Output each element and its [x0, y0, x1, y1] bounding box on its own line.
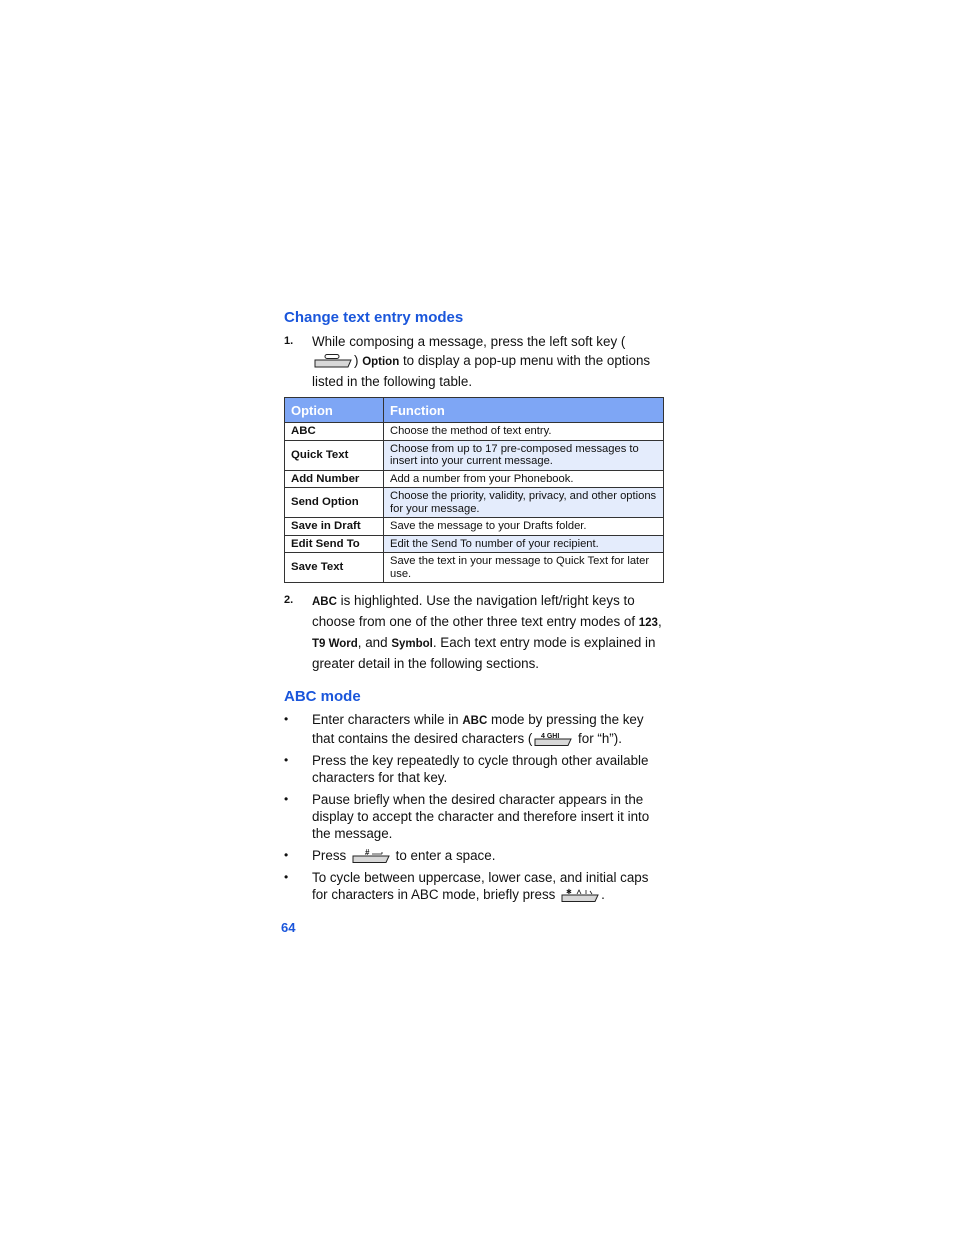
column-header-option: Option	[285, 398, 384, 423]
bullet-text: mode by pressing the key that contains the desired characters (	[312, 712, 644, 746]
mode-123-label: 123	[638, 617, 658, 629]
bullet-text: Enter characters while in	[312, 712, 463, 727]
step-text: . Each text entry mode is explained in greater detail in the following sections.	[312, 635, 656, 671]
abc-mode-bullet-list	[284, 711, 664, 903]
function-cell: Add a number from your Phonebook.	[384, 470, 664, 488]
option-cell: Send Option	[285, 488, 384, 518]
mode-symbol-label: Symbol	[391, 638, 433, 650]
step-2	[284, 591, 664, 673]
left-soft-key-icon	[314, 354, 352, 368]
option-label: Option	[362, 356, 400, 368]
option-cell: Add Number	[285, 470, 384, 488]
table-row	[285, 440, 664, 470]
function-cell: Edit the Send To number of your recipient.	[384, 535, 664, 553]
option-cell: Save Text	[285, 553, 384, 583]
hash-key-icon	[352, 849, 390, 863]
table-row	[285, 470, 664, 488]
list-item	[284, 847, 664, 864]
bullet-glyph: •	[284, 848, 289, 862]
bullet-text: To cycle between uppercase, lower case, and initial caps for characters in ABC mode, briefly press	[312, 870, 649, 902]
list-item	[284, 752, 664, 786]
step-text: , and	[357, 635, 392, 650]
step-1	[284, 332, 664, 391]
table-row	[285, 488, 664, 518]
bullet-text: for “h”).	[574, 731, 622, 746]
table-row	[285, 553, 664, 583]
star-key-icon	[561, 888, 599, 902]
step-text: is highlighted. Use the navigation left/right keys to choose from one of the other three text entry modes of	[312, 593, 639, 629]
table-row	[285, 423, 664, 441]
star-key-label: ✱	[566, 888, 572, 897]
option-cell: ABC	[285, 423, 384, 441]
section-heading-abc-mode: ABC mode	[284, 688, 361, 705]
key-4-ghi-label: 4 GHI	[541, 733, 560, 741]
function-cell: Save the message to your Drafts folder.	[384, 518, 664, 536]
abc-label: ABC	[312, 596, 337, 608]
option-cell: Save in Draft	[285, 518, 384, 536]
list-item	[284, 791, 664, 842]
page-number: 64	[281, 920, 296, 935]
section-heading-change-text-entry-modes: Change text entry modes	[284, 309, 464, 326]
manual-page	[284, 308, 664, 908]
column-header-function: Function	[384, 398, 664, 423]
table-row	[285, 518, 664, 536]
option-cell: Edit Send To	[285, 535, 384, 553]
function-cell: Choose the method of text entry.	[384, 423, 664, 441]
bullet-text: Press	[312, 848, 350, 863]
bullet-glyph: •	[284, 712, 289, 726]
table-row	[285, 535, 664, 553]
mode-t9-word-label: T9 Word	[312, 638, 358, 650]
option-cell: Quick Text	[285, 440, 384, 470]
function-cell: Save the text in your message to Quick Text for later use.	[384, 553, 664, 583]
hash-key-label: #	[364, 849, 370, 858]
table-header-row	[285, 398, 664, 423]
bullet-text: to enter a space.	[391, 848, 496, 863]
step-number: 2.	[284, 594, 294, 606]
step-text: to display a pop-up menu with the options listed in the following table.	[312, 353, 651, 389]
function-cell: Choose the priority, validity, privacy, and other options for your message.	[384, 488, 664, 518]
step-text: ,	[657, 614, 662, 629]
bullet-glyph: •	[284, 792, 289, 806]
function-cell: Choose from up to 17 pre-composed messages to insert into your current message.	[384, 440, 664, 470]
bullet-text: .	[601, 887, 605, 902]
bullet-glyph: •	[284, 753, 289, 767]
bullet-glyph: •	[284, 870, 289, 884]
bullet-text: Pause briefly when the desired character appears in the display to accept the character and therefore insert it into the message.	[312, 792, 650, 841]
step-number: 1.	[284, 335, 294, 347]
list-item	[284, 711, 664, 747]
options-table	[284, 397, 664, 583]
step-text: While composing a message, press the left soft key (	[312, 334, 626, 349]
abc-label: ABC	[462, 715, 488, 727]
bullet-text: Press the key repeatedly to cycle through other available characters for that key.	[312, 753, 649, 785]
key-4-ghi-icon	[534, 732, 572, 746]
list-item	[284, 869, 664, 903]
step-text: )	[354, 353, 363, 368]
